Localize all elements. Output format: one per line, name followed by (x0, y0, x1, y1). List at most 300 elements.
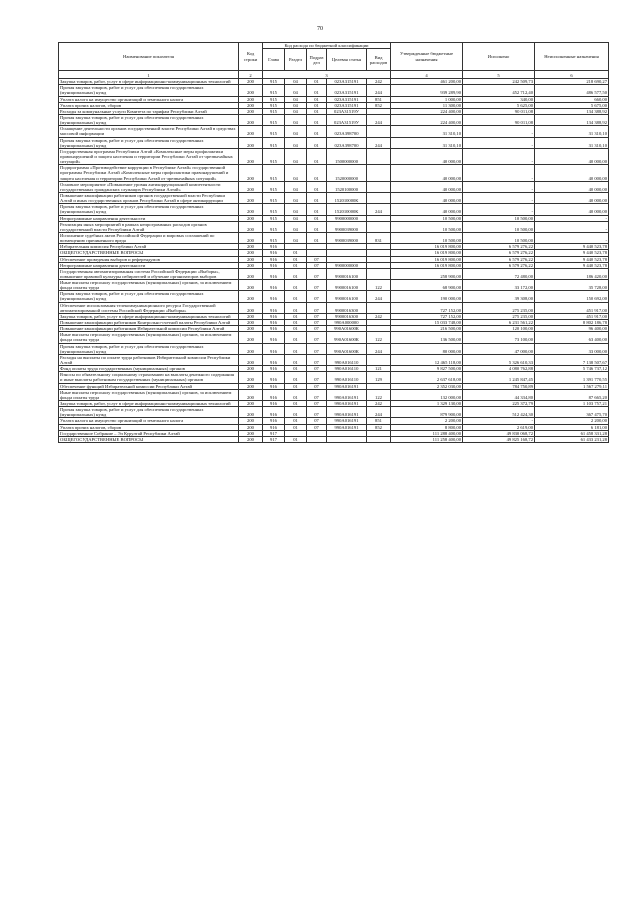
row-razdel: 04 (285, 79, 307, 85)
row-expense-type (367, 148, 391, 164)
row-name: Закупка товаров, работ, услуг в сфере информационно-коммуникационных технологий (59, 313, 239, 319)
row-name: Уплата налога на имущество организаций и земельного налога (59, 96, 239, 102)
row-podrazdel: 07 (307, 354, 327, 365)
row-glava: 916 (263, 332, 285, 343)
row-name: Повышение квалификации работников органов государственной власти Республики Алтай и иных государственных органов Республики Алтай в сфере антикоррупции (59, 192, 239, 203)
row-approved: 40 000,00 (391, 148, 463, 164)
row-unexecuted: 1 567 279,11 (535, 383, 609, 389)
row-glava: 916 (263, 389, 285, 400)
row-approved: 8 800,00 (391, 424, 463, 430)
row-expense-type: 851 (367, 96, 391, 102)
row-razdel: 04 (285, 96, 307, 102)
row-razdel: 01 (285, 343, 307, 354)
row-unexecuted: 218 690,27 (535, 79, 609, 85)
row-unexecuted: 186 420,00 (535, 268, 609, 279)
row-code: 200 (239, 280, 263, 291)
row-code: 200 (239, 181, 263, 192)
row-glava: 916 (263, 401, 285, 407)
row-name: ОБЩЕГОСУДАРСТВЕННЫЕ ВОПРОСЫ (59, 250, 239, 256)
row-podrazdel: 07 (307, 343, 327, 354)
row-name: Исполнение судебных актов Российской Федерации и мировых соглашений по возмещению причиненного вреда (59, 232, 239, 243)
row-approved: 727 152,00 (391, 302, 463, 313)
row-target-article: 990A01600К (327, 343, 367, 354)
row-razdel: 04 (285, 165, 307, 181)
row-target-article: 990A016191 (327, 401, 367, 407)
row-unexecuted: 9 440 523,78 (535, 250, 609, 256)
row-unexecuted: 367 475,70 (535, 407, 609, 418)
row-target-article: 990A016191 (327, 389, 367, 400)
row-expense-type (367, 302, 391, 313)
row-code: 200 (239, 148, 263, 164)
row-glava: 915 (263, 126, 285, 137)
row-executed: 6 579 276,22 (463, 250, 535, 256)
row-glava: 915 (263, 221, 285, 232)
row-executed: 340,00 (463, 96, 535, 102)
col-number: 2 (239, 71, 263, 79)
row-name: Уплата прочих налогов, сборов (59, 102, 239, 108)
table-row (59, 436, 609, 442)
row-unexecuted: - (535, 232, 609, 243)
row-podrazdel: 07 (307, 366, 327, 372)
table-row (59, 192, 609, 203)
row-unexecuted: 5 746 737,12 (535, 366, 609, 372)
row-approved: 224 400,00 (391, 114, 463, 125)
row-code: 200 (239, 302, 263, 313)
row-unexecuted: 150 692,00 (535, 291, 609, 302)
row-executed: - (463, 181, 535, 192)
row-podrazdel: 07 (307, 372, 327, 383)
row-name: Подпрограмма «Противодействие коррупции в Республике Алтай» государственной программы Республики Алтай «Комплексные меры профилактики правонарушений и защита населения и территории Республики Алтай от чрезвычайных ситуаций» (59, 165, 239, 181)
row-code: 200 (239, 291, 263, 302)
row-name: Прочая закупка товаров, работ и услуг для обеспечения государственных (муниципальных) нужд (59, 407, 239, 418)
row-name: Избирательная комиссия Республики Алтай (59, 244, 239, 250)
col-number: 1 (59, 71, 239, 79)
row-name: Закупка товаров, работ, услуг в сфере информационно-коммуникационных технологий (59, 401, 239, 407)
row-unexecuted: 40 000,00 (535, 181, 609, 192)
row-target-article: 9900000000 (327, 215, 367, 221)
row-approved: 40 000,00 (391, 204, 463, 215)
row-podrazdel: 01 (307, 102, 327, 108)
row-podrazdel: 01 (307, 108, 327, 114)
row-unexecuted: - (535, 215, 609, 221)
row-unexecuted: 134 388,92 (535, 114, 609, 125)
table-row (59, 268, 609, 279)
row-unexecuted: 7 138 507,67 (535, 354, 609, 365)
row-approved: 727 152,00 (391, 313, 463, 319)
header-executed: Исполнено (463, 43, 535, 71)
row-name: Прочая закупка товаров, работ и услуг для обеспечения государственных (муниципальных) нужд (59, 204, 239, 215)
row-target-article: 023A398700 (327, 137, 367, 148)
row-executed: - (463, 165, 535, 181)
row-glava: 915 (263, 102, 285, 108)
row-razdel: 01 (285, 313, 307, 319)
table-row (59, 108, 609, 114)
row-razdel: 04 (285, 108, 307, 114)
row-executed: 275 235,00 (463, 302, 535, 313)
row-podrazdel: 07 (307, 256, 327, 262)
row-glava: 916 (263, 250, 285, 256)
row-approved: 132 000,00 (391, 389, 463, 400)
row-name: Уплата прочих налогов, сборов (59, 424, 239, 430)
row-approved: 16 019 800,00 (391, 262, 463, 268)
row-approved: 224 400,00 (391, 108, 463, 114)
row-executed: 10 500,00 (463, 232, 535, 243)
row-podrazdel: 01 (307, 221, 327, 232)
row-podrazdel (307, 436, 327, 442)
row-razdel: 01 (285, 332, 307, 343)
row-razdel: 01 (285, 372, 307, 383)
row-executed: 6 231 561,22 (463, 320, 535, 326)
row-code: 200 (239, 320, 263, 326)
row-target-article: 152010000К (327, 192, 367, 203)
row-glava: 916 (263, 268, 285, 279)
row-unexecuted: 486 577,50 (535, 85, 609, 96)
row-executed: 49 825 168,72 (463, 436, 535, 442)
row-code: 200 (239, 354, 263, 365)
row-executed: 39 308,00 (463, 291, 535, 302)
row-executed: 47 000,00 (463, 343, 535, 354)
row-podrazdel: 07 (307, 418, 327, 424)
row-razdel: 04 (285, 114, 307, 125)
row-executed: 6 579 276,22 (463, 244, 535, 250)
row-expense-type: 242 (367, 79, 391, 85)
row-target-article: 9900039000 (327, 232, 367, 243)
budget-execution-table (58, 42, 609, 443)
row-code: 200 (239, 244, 263, 250)
row-glava: 916 (263, 343, 285, 354)
row-code: 200 (239, 424, 263, 430)
row-expense-type: 831 (367, 232, 391, 243)
table-row (59, 114, 609, 125)
row-unexecuted: 61 433 231,28 (535, 436, 609, 442)
row-approved: 10 500,00 (391, 221, 463, 232)
row-glava: 915 (263, 165, 285, 181)
row-executed: - (463, 137, 535, 148)
row-executed: 5 625,00 (463, 102, 535, 108)
row-code: 200 (239, 232, 263, 243)
row-executed: 5 326 610,33 (463, 354, 535, 365)
col-number: 6 (535, 71, 609, 79)
row-podrazdel: 07 (307, 332, 327, 343)
row-unexecuted: 35 728,00 (535, 280, 609, 291)
table-row (59, 137, 609, 148)
table-row (59, 389, 609, 400)
row-approved: 16 019 800,00 (391, 250, 463, 256)
table-row (59, 407, 609, 418)
row-glava: 916 (263, 383, 285, 389)
row-executed: 90 011,08 (463, 108, 535, 114)
row-code: 200 (239, 436, 263, 442)
table-row (59, 148, 609, 164)
row-podrazdel: 01 (307, 148, 327, 164)
row-code: 200 (239, 430, 263, 436)
row-razdel: 01 (285, 383, 307, 389)
row-approved: 31 310,10 (391, 126, 463, 137)
row-expense-type (367, 221, 391, 232)
row-podrazdel: 07 (307, 291, 327, 302)
row-target-article: 1520000000 (327, 165, 367, 181)
row-target-article: 990A016191 (327, 418, 367, 424)
row-podrazdel: 01 (307, 126, 327, 137)
row-name: Иные выплаты персоналу государственных (муниципальных) органов, за исключением фонда оплаты труда (59, 332, 239, 343)
row-unexecuted: 1 103 757,21 (535, 401, 609, 407)
row-target-article: 9900016100 (327, 291, 367, 302)
row-unexecuted: 40 000,00 (535, 192, 609, 203)
row-glava: 916 (263, 262, 285, 268)
row-unexecuted: 40 000,00 (535, 148, 609, 164)
table-row (59, 85, 609, 96)
row-razdel: 01 (285, 320, 307, 326)
row-executed: - (463, 192, 535, 203)
row-approved: 10 500,00 (391, 215, 463, 221)
header-vid: Вид расходов (367, 49, 391, 71)
row-expense-type (367, 268, 391, 279)
row-approved: 80 000,00 (391, 343, 463, 354)
row-target-article: 023A315191 (327, 79, 367, 85)
row-executed: 72 480,00 (463, 268, 535, 279)
row-name: Обеспечение функций Избирательной комиссии Республики Алтай (59, 383, 239, 389)
row-razdel: 04 (285, 181, 307, 192)
row-approved: 11 300,00 (391, 102, 463, 108)
row-unexecuted: 660,00 (535, 96, 609, 102)
row-expense-type: 244 (367, 85, 391, 96)
table-row (59, 204, 609, 215)
row-expense-type: 244 (367, 343, 391, 354)
row-glava: 916 (263, 280, 285, 291)
row-glava: 915 (263, 137, 285, 148)
row-unexecuted: 2 200,00 (535, 418, 609, 424)
row-target-article: 023A315191 (327, 85, 367, 96)
row-expense-type (367, 181, 391, 192)
row-code: 200 (239, 165, 263, 181)
row-executed: 120 100,00 (463, 326, 535, 332)
row-podrazdel: 01 (307, 137, 327, 148)
row-podrazdel: 07 (307, 262, 327, 268)
row-target-article: 023A315191 (327, 102, 367, 108)
row-glava: 915 (263, 148, 285, 164)
row-unexecuted: 40 000,00 (535, 165, 609, 181)
row-target-article: 990A016110 (327, 354, 367, 365)
row-razdel: 01 (285, 262, 307, 268)
row-glava: 917 (263, 436, 285, 442)
row-name: Прочая закупка товаров, работ и услуг для обеспечения государственных (муниципальных) нужд (59, 137, 239, 148)
row-approved: 136 500,00 (391, 332, 463, 343)
row-name: Обеспечение проведения выборов и референдумов (59, 256, 239, 262)
row-name: Иные выплаты персоналу государственных (муниципальных) органов, за исключением фонда оплаты труда (59, 389, 239, 400)
row-name: Прочая закупка товаров, работ и услуг для обеспечения государственных (муниципальных) нужд (59, 343, 239, 354)
table-row (59, 126, 609, 137)
row-code: 200 (239, 204, 263, 215)
row-expense-type: 122 (367, 280, 391, 291)
header-podrazdel: Подраз дел (307, 49, 327, 71)
row-unexecuted: 9 440 523,78 (535, 262, 609, 268)
row-podrazdel: 07 (307, 320, 327, 326)
row-approved: 40 000,00 (391, 181, 463, 192)
row-code: 200 (239, 343, 263, 354)
row-target-article: 9900016300 (327, 313, 367, 319)
row-expense-type (367, 354, 391, 365)
row-razdel: 01 (285, 268, 307, 279)
row-expense-type: 244 (367, 407, 391, 418)
row-glava: 916 (263, 320, 285, 326)
row-glava: 915 (263, 114, 285, 125)
row-name: Расходы на выплаты по оплате труда работников Избирательной комиссии Республики Алтай (59, 354, 239, 365)
table-row (59, 165, 609, 181)
row-approved: 2 352 030,00 (391, 383, 463, 389)
row-target-article: 1500000000 (327, 148, 367, 164)
row-executed: 452 712,40 (463, 85, 535, 96)
row-executed: 10 500,00 (463, 221, 535, 232)
row-approved: 16 019 800,00 (391, 244, 463, 250)
row-target-article: 023A398700 (327, 126, 367, 137)
row-razdel: 01 (285, 291, 307, 302)
row-code: 200 (239, 250, 263, 256)
row-executed: 49 830 068,72 (463, 430, 535, 436)
row-name: Прочая закупка товаров, работ и услуг для обеспечения государственных (муниципальных) нужд (59, 114, 239, 125)
row-glava: 915 (263, 204, 285, 215)
row-razdel: 04 (285, 221, 307, 232)
row-code: 200 (239, 383, 263, 389)
row-code: 200 (239, 326, 263, 332)
row-executed: 73 100,00 (463, 332, 535, 343)
row-executed: 44 334,80 (463, 389, 535, 400)
row-code: 200 (239, 85, 263, 96)
row-glava: 916 (263, 302, 285, 313)
table-row (59, 372, 609, 383)
table-row (59, 181, 609, 192)
row-expense-type (367, 165, 391, 181)
row-target-article: 990A016191 (327, 424, 367, 430)
row-executed: 1 245 847,45 (463, 372, 535, 383)
row-target-article (327, 436, 367, 442)
row-name: Расходы за коммунальные услуги Комитета по тарифам Республики Алтай (59, 108, 239, 114)
row-expense-type: 122 (367, 332, 391, 343)
row-approved: 111 258 400,00 (391, 436, 463, 442)
row-executed: 90 011,08 (463, 114, 535, 125)
row-podrazdel: 01 (307, 204, 327, 215)
row-glava: 915 (263, 85, 285, 96)
row-expense-type: 242 (367, 401, 391, 407)
row-code: 200 (239, 401, 263, 407)
row-code: 200 (239, 313, 263, 319)
row-glava: 915 (263, 181, 285, 192)
row-target-article: 990A01600К (327, 332, 367, 343)
row-executed: 10 500,00 (463, 215, 535, 221)
row-podrazdel: 01 (307, 232, 327, 243)
row-glava: 915 (263, 96, 285, 102)
row-approved: 2 637 618,00 (391, 372, 463, 383)
row-razdel: 01 (285, 401, 307, 407)
row-executed: 275 235,00 (463, 313, 535, 319)
row-approved: 12 465 118,00 (391, 354, 463, 365)
row-target-article: 990A01600К (327, 326, 367, 332)
row-approved: 111 288 400,00 (391, 430, 463, 436)
row-unexecuted: 96 400,00 (535, 326, 609, 332)
row-glava: 916 (263, 313, 285, 319)
row-glava: 916 (263, 326, 285, 332)
row-podrazdel: 01 (307, 192, 327, 203)
row-approved: 31 310,10 (391, 137, 463, 148)
table-row (59, 280, 609, 291)
row-unexecuted: 6 181,00 (535, 424, 609, 430)
row-name: Непрограммные направления деятельности (59, 215, 239, 221)
row-glava: 916 (263, 407, 285, 418)
row-expense-type: 121 (367, 366, 391, 372)
row-target-article: 990A016110 (327, 372, 367, 383)
row-target-article: 990A016191 (327, 383, 367, 389)
row-approved: 40 000,00 (391, 165, 463, 181)
row-expense-type (367, 126, 391, 137)
row-razdel: 01 (285, 418, 307, 424)
row-unexecuted: 8 802 186,78 (535, 320, 609, 326)
row-podrazdel: 01 (307, 114, 327, 125)
row-expense-type: 244 (367, 291, 391, 302)
row-razdel: 04 (285, 102, 307, 108)
row-code: 200 (239, 126, 263, 137)
row-expense-type (367, 436, 391, 442)
row-target-article: 9900000000 (327, 262, 367, 268)
row-target-article: 990A016110 (327, 366, 367, 372)
row-podrazdel: 07 (307, 383, 327, 389)
row-approved: 216 500,00 (391, 326, 463, 332)
row-podrazdel: 07 (307, 424, 327, 430)
row-glava: 917 (263, 430, 285, 436)
row-podrazdel: 07 (307, 407, 327, 418)
row-approved: 16 019 800,00 (391, 256, 463, 262)
row-unexecuted: 1 391 770,55 (535, 372, 609, 383)
row-razdel: 01 (285, 302, 307, 313)
row-glava: 915 (263, 108, 285, 114)
row-name: Государственное Собрание – Эл Курултай Республики Алтай (59, 430, 239, 436)
row-unexecuted: 87 665,20 (535, 389, 609, 400)
row-code: 200 (239, 79, 263, 85)
row-podrazdel: 01 (307, 165, 327, 181)
row-unexecuted: 451 917,00 (535, 302, 609, 313)
row-glava: 915 (263, 192, 285, 203)
row-name: Уплата налога на имущество организаций и земельного налога (59, 418, 239, 424)
header-code: Код строки (239, 43, 263, 71)
row-approved: 15 033 748,00 (391, 320, 463, 326)
header-glava: Глава (263, 49, 285, 71)
row-target-article: 023A315191 (327, 96, 367, 102)
row-name: Оснащение деятельности органов государственной власти Республики Алтай в средствах массовой информации (59, 126, 239, 137)
row-expense-type: 852 (367, 102, 391, 108)
col-number: 3 (263, 71, 391, 79)
row-code: 200 (239, 192, 263, 203)
row-code: 200 (239, 389, 263, 400)
row-name: Взносы по обязательному социальному страхованию на выплаты денежного содержания и иные выплаты работникам государственных (муниципальных) органов (59, 372, 239, 383)
row-code: 200 (239, 256, 263, 262)
row-code: 200 (239, 366, 263, 372)
row-podrazdel: 07 (307, 389, 327, 400)
row-podrazdel: 01 (307, 85, 327, 96)
header-razdel: Раздел (285, 49, 307, 71)
row-name: ОБЩЕГОСУДАРСТВЕННЫЕ ВОПРОСЫ (59, 436, 239, 442)
row-name: Непрограммные направления деятельности (59, 262, 239, 268)
row-name: Прочая закупка товаров, работ и услуг для обеспечения государственных (муниципальных) нужд (59, 291, 239, 302)
row-target-article: 990A016191 (327, 407, 367, 418)
row-razdel: 01 (285, 250, 307, 256)
row-glava: 916 (263, 366, 285, 372)
row-expense-type: 242 (367, 313, 391, 319)
row-target-article: 152010000К (327, 204, 367, 215)
row-name: Иные выплаты персоналу государственных (муниципальных) органов, за исключением фонда оплаты труда (59, 280, 239, 291)
row-code: 200 (239, 262, 263, 268)
row-expense-type: 244 (367, 137, 391, 148)
row-podrazdel: 01 (307, 181, 327, 192)
row-podrazdel: 01 (307, 96, 327, 102)
row-glava: 916 (263, 244, 285, 250)
